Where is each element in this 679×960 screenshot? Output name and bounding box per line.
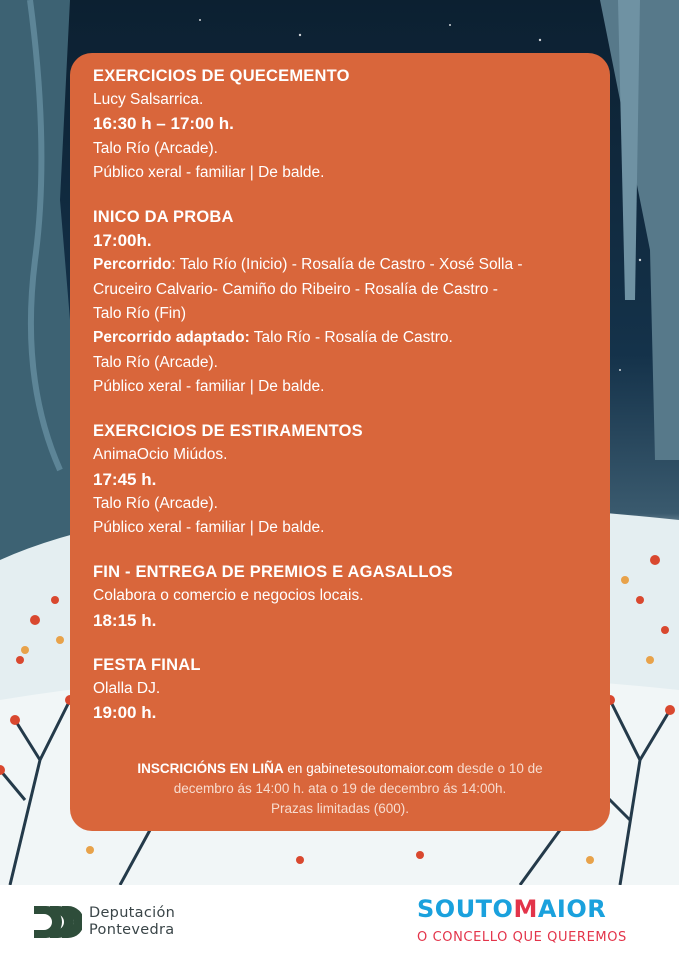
schedule-section-awards	[93, 560, 587, 633]
soutomaior-tagline: O CONCELLO QUE QUEREMOS	[417, 930, 627, 945]
registration-line-3: Prazas limitadas (600).	[270, 801, 410, 816]
deputacion-line-2: Pontevedra	[89, 922, 175, 938]
registration-line-2: decembro ás 14:00 h. ata o 19 de decembro ás 14:00h.	[173, 781, 507, 796]
route-line-3: Talo Río (Fin)	[93, 305, 187, 323]
section-time: 16:30 h – 17:00 h.	[93, 114, 234, 134]
registration-label: INSCRICIÓNS EN LIÑA	[137, 761, 284, 776]
event-schedule-card	[70, 53, 610, 831]
route-text: : Talo Río (Inicio) - Rosalía de Castro - Xosé Solla -	[171, 256, 523, 274]
section-time: 17:45 h.	[93, 469, 157, 489]
deputacion-logo-icon	[32, 902, 82, 942]
section-detail: Colabora o comercio e negocios locais.	[93, 587, 364, 605]
registration-dates: desde o 10 de	[453, 761, 543, 776]
soutomaior-logo	[417, 895, 606, 923]
adapted-route-line	[93, 326, 587, 350]
section-location: Talo Río (Arcade).	[93, 139, 218, 157]
soutomaior-part-b: AIOR	[537, 895, 607, 923]
section-time: 19:00 h.	[93, 703, 157, 723]
section-title: EXERCICIOS DE ESTIRAMENTOS	[93, 422, 363, 441]
schedule-section-final-party	[93, 653, 587, 726]
soutomaior-m: M	[513, 895, 538, 923]
route-line-2: Cruceiro Calvario- Camiño do Ribeiro - Rosalía de Castro -	[93, 280, 498, 298]
section-detail: AnimaOcio Miúdos.	[93, 446, 228, 464]
section-audience: Público xeral - familiar | De balde.	[93, 163, 325, 181]
section-time: 17:00h.	[93, 231, 152, 251]
section-time: 18:15 h.	[93, 610, 157, 630]
section-location: Talo Río (Arcade).	[93, 353, 218, 371]
deputacion-logo-text	[89, 905, 175, 939]
deputacion-line-1: Deputación	[89, 905, 176, 921]
section-audience: Público xeral - familiar | De balde.	[93, 377, 325, 395]
route-label: Percorrido	[93, 256, 172, 274]
section-title: FESTA FINAL	[93, 656, 201, 675]
section-location: Talo Río (Arcade).	[93, 494, 218, 512]
soutomaior-part-a: SOUTO	[417, 895, 514, 923]
route-line	[93, 253, 587, 277]
schedule-section-stretching	[93, 419, 587, 540]
registration-note	[70, 759, 610, 819]
section-title: FIN - ENTREGA DE PREMIOS E AGASALLOS	[93, 563, 453, 582]
registration-line-1	[70, 759, 610, 779]
section-audience: Público xeral - familiar | De balde.	[93, 519, 325, 537]
registration-site[interactable]: en gabinetesoutomaior.com	[287, 761, 454, 776]
section-detail: Olalla DJ.	[93, 680, 161, 698]
sponsor-logos-bar	[0, 885, 679, 960]
section-title: INICO DA PROBA	[93, 208, 234, 227]
section-detail: Lucy Salsarrica.	[93, 91, 204, 108]
adapted-route-label: Percorrido adaptado:	[93, 329, 250, 347]
adapted-route-text: Talo Río - Rosalía de Castro.	[249, 329, 453, 347]
schedule-section-race-start	[93, 205, 587, 399]
schedule-section-warmup	[93, 64, 587, 185]
section-title: EXERCICIOS DE QUECEMENTO	[93, 67, 350, 85]
